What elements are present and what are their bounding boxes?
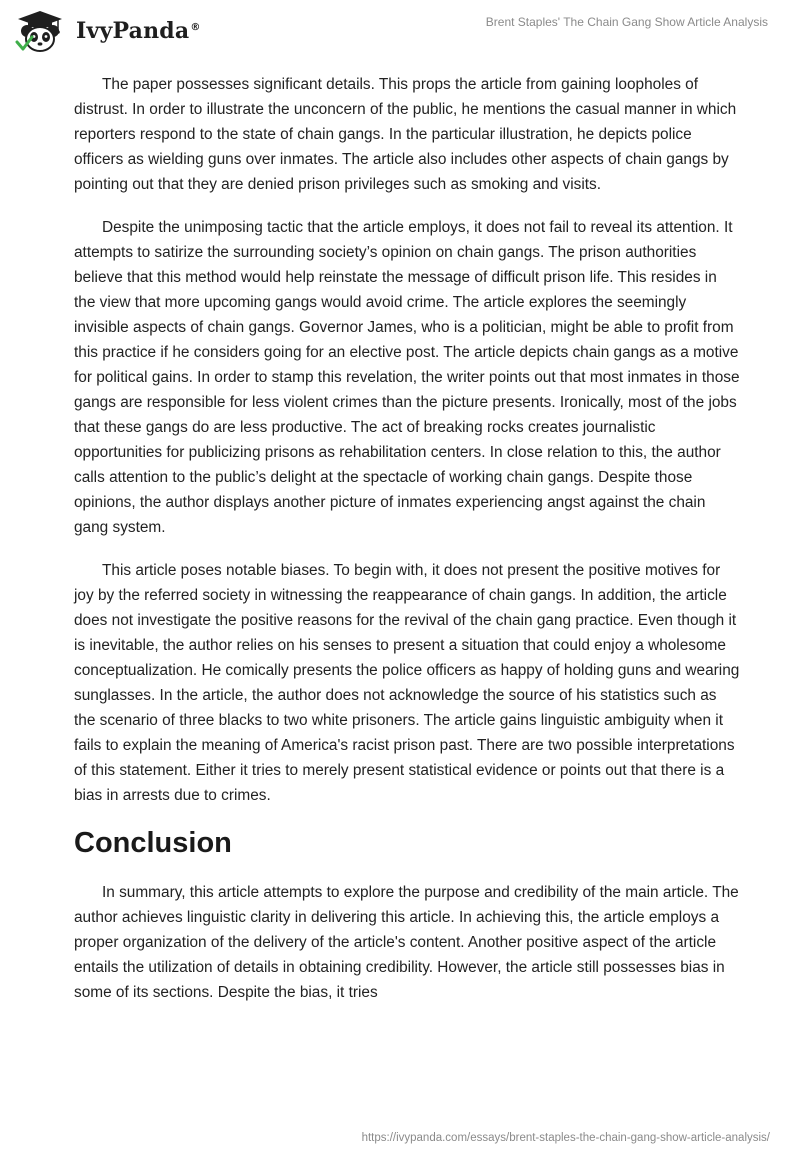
body-paragraph: Despite the unimposing tactic that the article employs, it does not fail to reveal its attention. It attempts to satirize the surrounding society’s opinion on chain gangs. The prison authorities believe that this method would help reinstate the message of difficult prison life. This resides in the view that more upcoming gangs would avoid crime. The article explores the seemingly invisible aspects of chain gangs. Governor James, who is a politician, might be able to profit from this practice if he considers going for an elective post. The article depicts chain gangs as a motive for political gains. In order to stamp this revelation, the writer points out that most inmates in those gangs are responsible for less violent crimes than the picture presents. Ironically, most of the jobs that these gangs do are less productive. The act of breaking rocks creates journalistic opportunities for publicizing prisons as rehabilitation centers. In close relation to this, the author calls attention to the public’s delight at the spectacle of working chain gangs. Despite those opinions, the author displays another picture of inmates experiencing angst against the chain gang system. — [74, 219, 740, 536]
body-paragraph: The paper possesses significant details. This props the article from gaining loopholes of distrust. In order to illustrate the unconcern of the public, he mentions the casual manner in which reporters respond to the state of chain gangs. In the particular illustration, he depicts police officers as wielding guns over inmates. The article also includes other aspects of chain gangs by pointing out that they are denied prison privileges such as smoking and visits. — [74, 76, 737, 193]
body-paragraph: This article poses notable biases. To begin with, it does not present the positive motives for joy by the referred society in witnessing the reappearance of chain gangs. In addition, the article does not investigate the positive reasons for the revival of the chain gang practice. Even though it is inevitable, the author relies on his senses to present a situation that could enjoy a wholesome conceptualization. He comically presents the police officers as happy of holding guns and wearing sunglasses. In the article, the author does not acknowledge the source of his statistics such as the scenario of three blacks to two white prisoners. The article gains linguistic ambiguity when it fails to explain the meaning of America's racist prison past. There are two possible interpretations of this statement. Either it tries to merely present statistical evidence or points out that there is a bias in arrests due to crimes. — [74, 562, 740, 804]
conclusion-paragraph: In summary, this article attempts to explore the purpose and credibility of the main article. The author achieves linguistic clarity in delivering this article. In achieving this, the article employs a proper organization of the delivery of the article's content. Another positive aspect of the article entails the utilization of details in obtaining credibility. However, the article still possesses bias in some of its sections. Despite the bias, it tries — [74, 884, 739, 1001]
source-url[interactable]: https://ivypanda.com/essays/brent-staples-the-chain-gang-show-article-analysis/ — [361, 1132, 770, 1144]
document-title: Brent Staples' The Chain Gang Show Article Analysis — [485, 15, 768, 29]
panda-graduate-icon — [14, 9, 66, 53]
ivypanda-logo[interactable] — [14, 9, 201, 53]
logo-wordmark — [76, 18, 201, 44]
article-body — [74, 72, 740, 1023]
conclusion-heading: Conclusion — [74, 827, 232, 859]
page-header — [0, 0, 800, 64]
registered-mark: ® — [190, 21, 201, 33]
logo-name: IvyPanda — [76, 18, 190, 44]
